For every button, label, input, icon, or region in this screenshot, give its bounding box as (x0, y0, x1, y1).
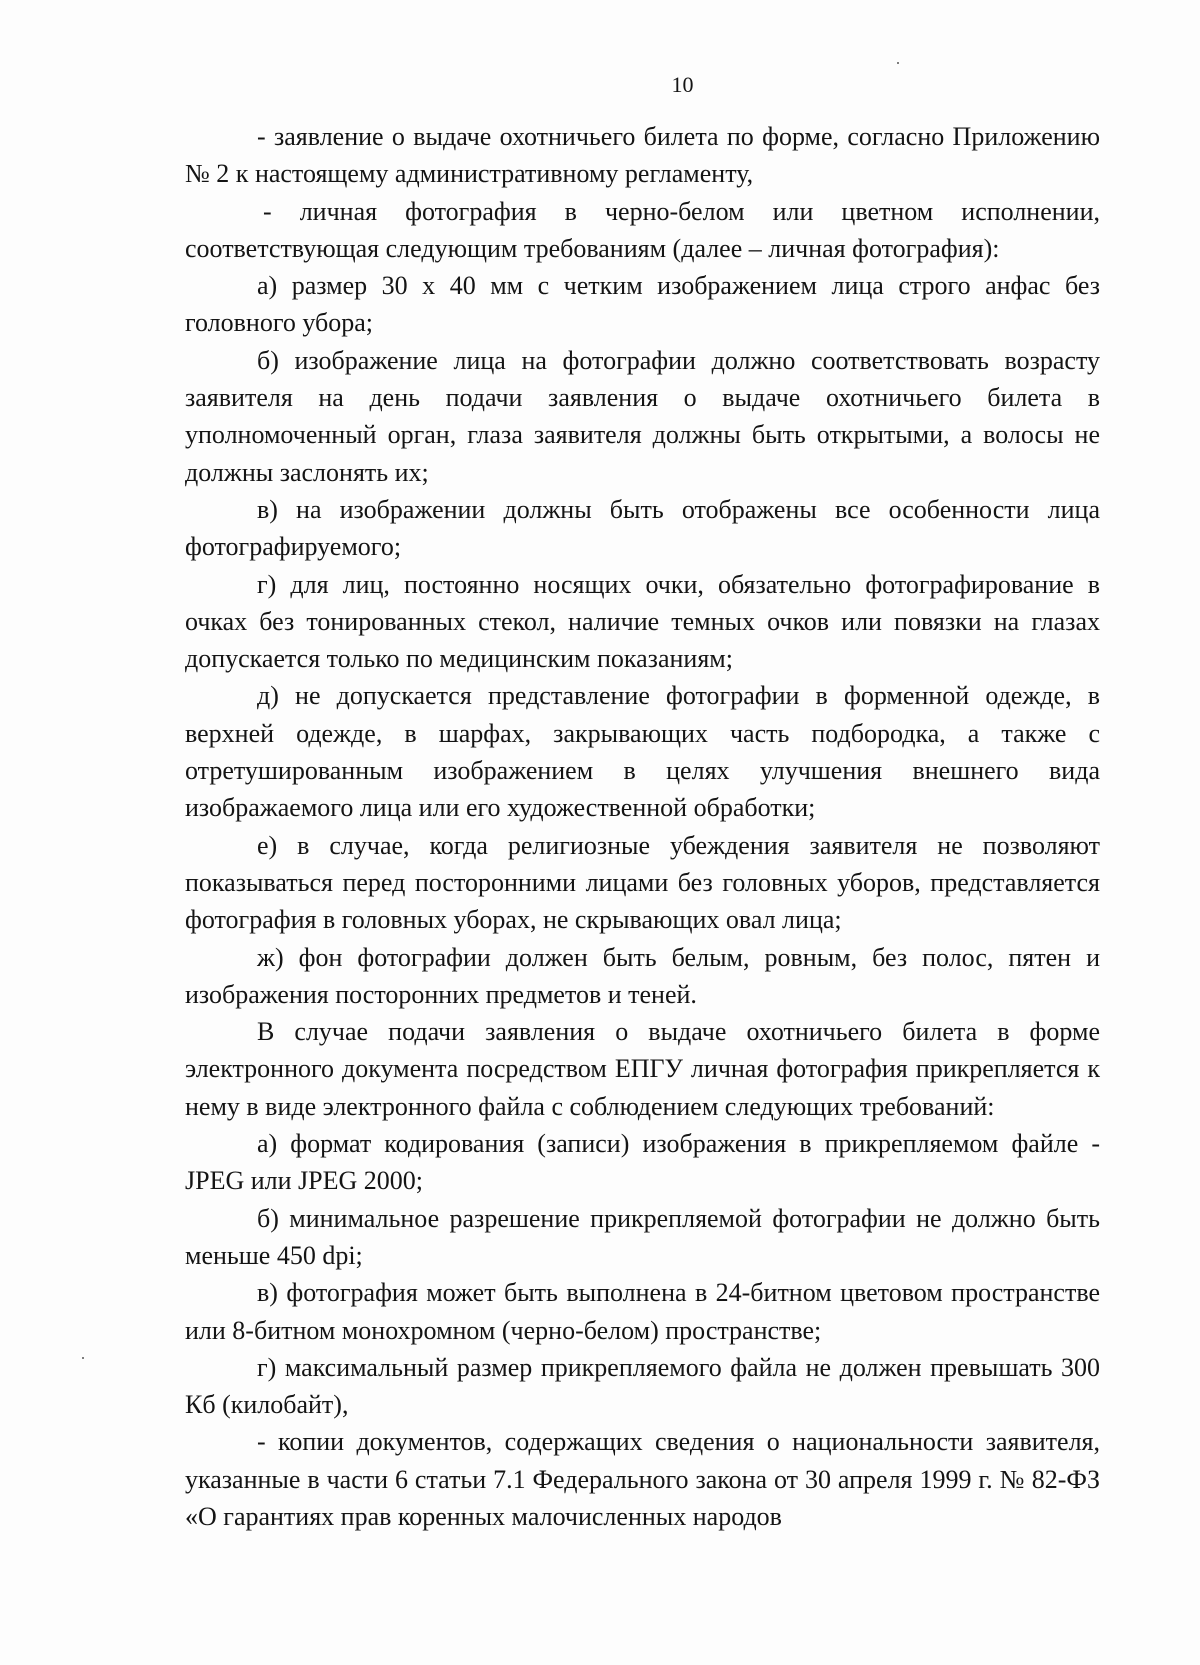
scan-speck (897, 62, 899, 64)
page-number: 10 (671, 72, 694, 97)
paragraph-photo-size: а) размер 30 х 40 мм с четким изображением лица строго анфас без головного убора; (185, 271, 1100, 338)
paragraph-application-form: - заявление о выдаче охотничьего билета по форме, согласно Приложению № 2 к настоящему административному регламенту, (185, 122, 1100, 189)
paragraph-photo-religious: е) в случае, когда религиозные убеждения заявителя не позволяют показываться перед посторонними лицами без головных уборов, представляется фотография в головных уборах, не скрывающих овал лица; (185, 830, 1100, 935)
paragraph-photo-background: ж) фон фотографии должен быть белым, ровным, без полос, пятен и изображения посторонних предметов и теней. (185, 942, 1100, 1009)
paragraph-photo-age: б) изображение лица на фотографии должно соответствовать возрасту заявителя на день подачи заявления о выдаче охотничьего билета в уполномоченный орган, глаза заявителя должны быть открытыми, а волосы не должны заслонять их; (185, 345, 1100, 487)
paragraph-file-resolution: б) минимальное разрешение прикрепляемой фотографии не должно быть меньше 450 dpi; (185, 1203, 1100, 1270)
paragraph-photo-features: в) на изображении должны быть отображены все особенности лица фотографируемого; (185, 494, 1100, 562)
paragraph-photo-glasses: г) для лиц, постоянно носящих очки, обязательно фотографирование в очках без тонированных стекол, наличие темных очков или повязки на глазах допускается только по медицинским показаниям; (185, 569, 1100, 674)
paragraph-electronic-submission: В случае подачи заявления о выдаче охотничьего билета в форме электронного документа посредством ЕПГУ личная фотография прикрепляется к нему в виде электронного файла с соблюдением следующих требований: (185, 1017, 1100, 1121)
paragraph-photo-clothing: д) не допускается представление фотографии в форменной одежде, в верхней одежде, в шарфах, закрывающих часть подбородка, а также с отретушированным изображением в целях улучшения внешнего вида изображаемого лица или его художественной обработки; (185, 681, 1100, 823)
paragraph-file-max-size: г) максимальный размер прикрепляемого файла не должен превышать 300 Кб (килобайт), (185, 1352, 1100, 1420)
paragraph-personal-photo: - личная фотография в черно-белом или цветном исполнении, соответствующая следующим требованиям (далее – личная фотография): (185, 196, 1100, 263)
paragraph-file-format: а) формат кодирования (записи) изображения в прикрепляемом файле - JPEG или JPEG 2000; (185, 1129, 1100, 1196)
paragraph-nationality-documents: - копии документов, содержащих сведения о национальности заявителя, указанные в части 6 статьи 7.1 Федерального закона от 30 апреля 1999 г. № 82-ФЗ «О гарантиях прав коренных малочисленных народов (185, 1427, 1100, 1531)
scan-speck (82, 1357, 84, 1359)
paragraph-file-color-depth: в) фотография может быть выполнена в 24-битном цветовом пространстве или 8-битном монохромном (черно-белом) пространстве; (185, 1278, 1100, 1345)
